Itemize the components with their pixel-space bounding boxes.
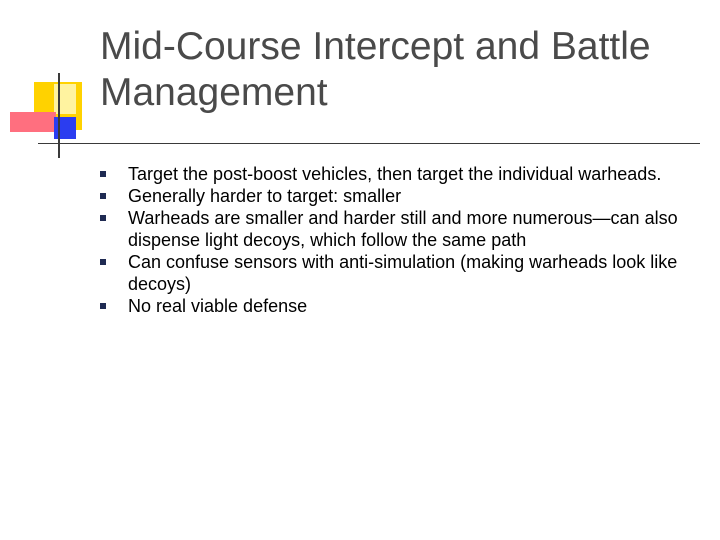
bullet-item: [100, 251, 704, 295]
bullet-text: No real viable defense: [128, 296, 308, 316]
slide-title: Mid-Course Intercept and Battle Management: [100, 25, 651, 114]
bullet-item: [100, 295, 704, 317]
bullet-text: Can confuse sensors with anti-simulation (making warheads look like decoys): [128, 252, 678, 294]
bullet-text: Warheads are smaller and harder still and more numerous—can also dispense light decoys, which follow the same path: [128, 208, 678, 250]
square-bullet-icon: [100, 171, 106, 177]
square-bullet-icon: [100, 303, 106, 309]
decorative-vertical-line: [58, 73, 60, 158]
square-bullet-icon: [100, 193, 106, 199]
title-divider-line: [38, 143, 700, 144]
decorative-pink-bar: [10, 112, 56, 132]
square-bullet-icon: [100, 215, 106, 221]
square-bullet-icon: [100, 259, 106, 265]
bullet-text: Generally harder to target: smaller: [128, 186, 402, 206]
bullet-item: [100, 163, 704, 185]
bullet-item: [100, 207, 704, 251]
bullet-text: Target the post-boost vehicles, then target the individual warheads.: [128, 164, 662, 184]
bullet-item: [100, 185, 704, 207]
bullet-list: [100, 163, 704, 317]
